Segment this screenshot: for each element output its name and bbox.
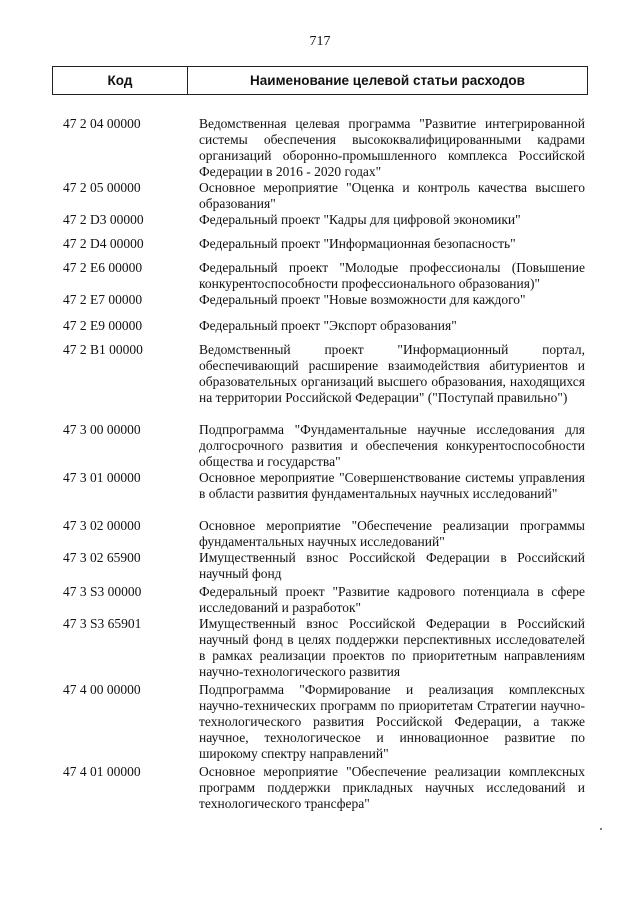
header-code: Код	[53, 67, 188, 94]
row-code: 47 2 E6 00000	[63, 260, 143, 275]
row-description: Основное мероприятие "Оценка и контроль качества высшего образования"	[199, 180, 585, 211]
row-code: 47 3 S3 00000	[63, 584, 142, 599]
row-code: 47 2 D3 00000	[63, 212, 144, 227]
row-code: 47 4 01 00000	[63, 764, 141, 779]
table-header	[52, 66, 588, 95]
row-description: Федеральный проект "Молодые профессионалы (Повышение конкурентоспособности профессионального образования)"	[199, 260, 585, 291]
row-description: Имущественный взнос Российской Федерации в Российский научный фонд	[199, 550, 585, 581]
row-code: 47 2 04 00000	[63, 116, 141, 131]
row-description: Подпрограмма "Фундаментальные научные исследования для долгосрочного развития и обеспечения конкурентоспособности общества и государства"	[199, 422, 585, 469]
row-code: 47 3 00 00000	[63, 422, 141, 437]
row-code: 47 2 E9 00000	[63, 318, 143, 333]
row-code: 47 4 00 00000	[63, 682, 141, 697]
row-description: Федеральный проект "Информационная безопасность"	[199, 236, 516, 251]
row-code: 47 2 E7 00000	[63, 292, 143, 307]
row-description: Федеральный проект "Кадры для цифровой экономики"	[199, 212, 521, 227]
row-description: Основное мероприятие "Совершенствование системы управления в области развития фундаментальных научных исследований"	[199, 470, 585, 501]
row-description: Ведомственный проект "Информационный портал, обеспечивающий расширение взаимодействия абитуриентов и образовательных организаций высшего образования, находящихся на территории Российской Федерации" ("Поступай правильно")	[199, 342, 585, 405]
row-description: Федеральный проект "Экспорт образования"	[199, 318, 457, 333]
row-description: Федеральный проект "Развитие кадрового потенциала в сфере исследований и разработок"	[199, 584, 585, 615]
row-code: 47 3 02 65900	[63, 550, 141, 565]
row-description: Имущественный взнос Российской Федерации в Российский научный фонд в целях поддержки перспективных исследователей в рамках реализации проектов по приоритетным направлениям научно-технологического развития	[199, 616, 585, 679]
row-code: 47 3 02 00000	[63, 518, 141, 533]
row-code: 47 3 01 00000	[63, 470, 141, 485]
row-code: 47 2 05 00000	[63, 180, 141, 195]
row-description: Основное мероприятие "Обеспечение реализации программы фундаментальных научных исследований"	[199, 518, 585, 549]
scan-speck	[600, 828, 602, 830]
row-code: 47 3 S3 65901	[63, 616, 142, 631]
row-code: 47 2 D4 00000	[63, 236, 144, 251]
row-description: Подпрограмма "Формирование и реализация комплексных научно-технических программ по приоритетам Стратегии научно-технологического развития Российской Федерации, а также научное, технологическое и инновационное развитие по широкому спектру направлений"	[199, 682, 585, 761]
row-description: Федеральный проект "Новые возможности для каждого"	[199, 292, 526, 307]
row-description: Ведомственная целевая программа "Развитие интегрированной системы обеспечения высококвалифицированными кадрами организаций оборонно-промышленного комплекса Российской Федерации в 2016 - 2020 годах"	[199, 116, 585, 179]
page-number: 717	[309, 34, 331, 49]
row-description: Основное мероприятие "Обеспечение реализации комплексных программ поддержки прикладных научных исследований и технологического трансфера"	[199, 764, 585, 811]
header-name: Наименование целевой статьи расходов	[250, 73, 525, 88]
row-code: 47 2 B1 00000	[63, 342, 143, 357]
